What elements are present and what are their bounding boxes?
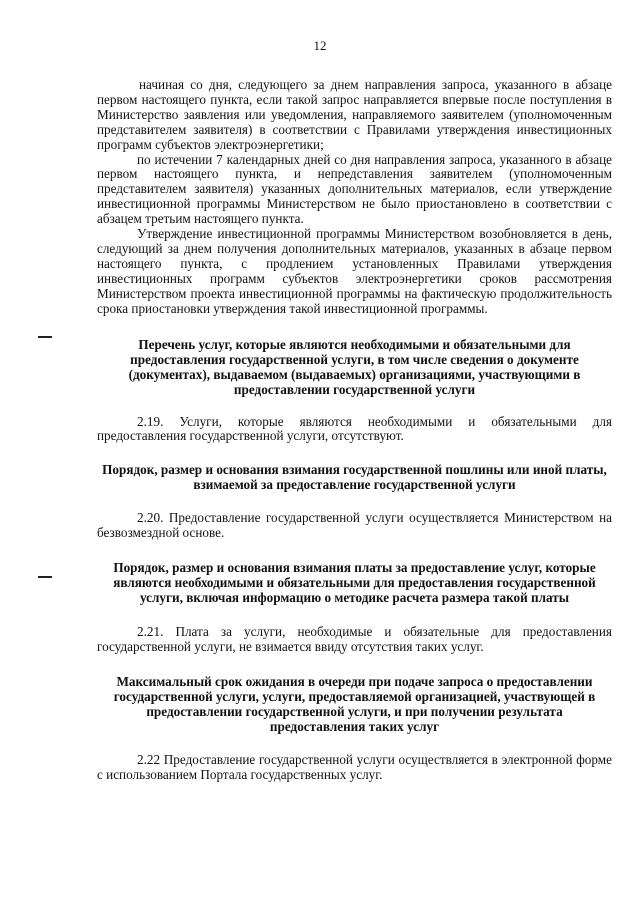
paragraph: Утверждение инвестиционной программы Министерством возобновляется в день, следующий за днем получения дополнительных материалов, указанных в абзаце первом настоящего пункта, с продлением установленных Правилами утверждения инвестиционных программ субъектов электроэнергетики сроков рассмотрения Министерством проекта инвестиционной программы на фактическую продолжительность срока приостановки утверждения такой инвестиционной программы. [97,226,612,316]
paragraph: по истечении 7 календарных дней со дня направления запроса, указанного в абзаце первом настоящего пункта, и непредставления заявителем (уполномоченным представителем заявителя) указанных дополнительных материалов, если утверждение инвестиционной программы Министерством не было приостановлено в соответствии с абзацем третьим настоящего пункта. [97,151,612,227]
paragraph: 2.21. Плата за услуги, необходимые и обязательные для предоставления государственной услуги, не взимается ввиду отсутствия таких услуг. [97,624,612,655]
section-heading: Перечень услуг, которые являются необходимыми и обязательными для предоставления государственной услуги, в том числе сведения о документе (документах), выдаваемом (выдаваемых) организациями, участвующими в предоставлении государственной услуги [128,336,581,397]
document-body [97,78,612,783]
section-heading: Порядок, размер и основания взимания платы за предоставление услуг, которые являются необходимыми и обязательными для предоставления государственной услуги, включая информацию о методике расчета размера такой платы [113,560,596,606]
paragraph: начиная со дня, следующего за днем направления запроса, указанного в абзаце первом настоящего пункта, если такой запрос направляется впервые после поступления в Министерство заявления или уведомления, направляемого заявителем (уполномоченным представителем заявителя) в соответствии с Правилами утверждения инвестиционных программ субъектов электроэнергетики; [97,77,612,152]
section-heading: Порядок, размер и основания взимания государственной пошлины или иной платы, взимаемой за предоставление государственной услуги [102,462,607,493]
margin-mark [38,336,52,338]
paragraph: 2.19. Услуги, которые являются необходимыми и обязательными для предоставления государственной услуги, отсутствуют. [97,413,612,444]
page-number: 12 [313,38,327,53]
paragraph: 2.22 Предоставление государственной услуги осуществляется в электронной форме с использованием Портала государственных услуг. [97,751,612,782]
section-heading: Максимальный срок ожидания в очереди при подаче запроса о предоставлении государственной услуги, услуги, предоставляемой организацией, участвующей в предоставлении государственной услуги, и при получении результата предоставления таких услуг [113,673,596,734]
margin-mark [38,576,52,578]
paragraph: 2.20. Предоставление государственной услуги осуществляется Министерством на безвозмездной основе. [97,510,612,541]
